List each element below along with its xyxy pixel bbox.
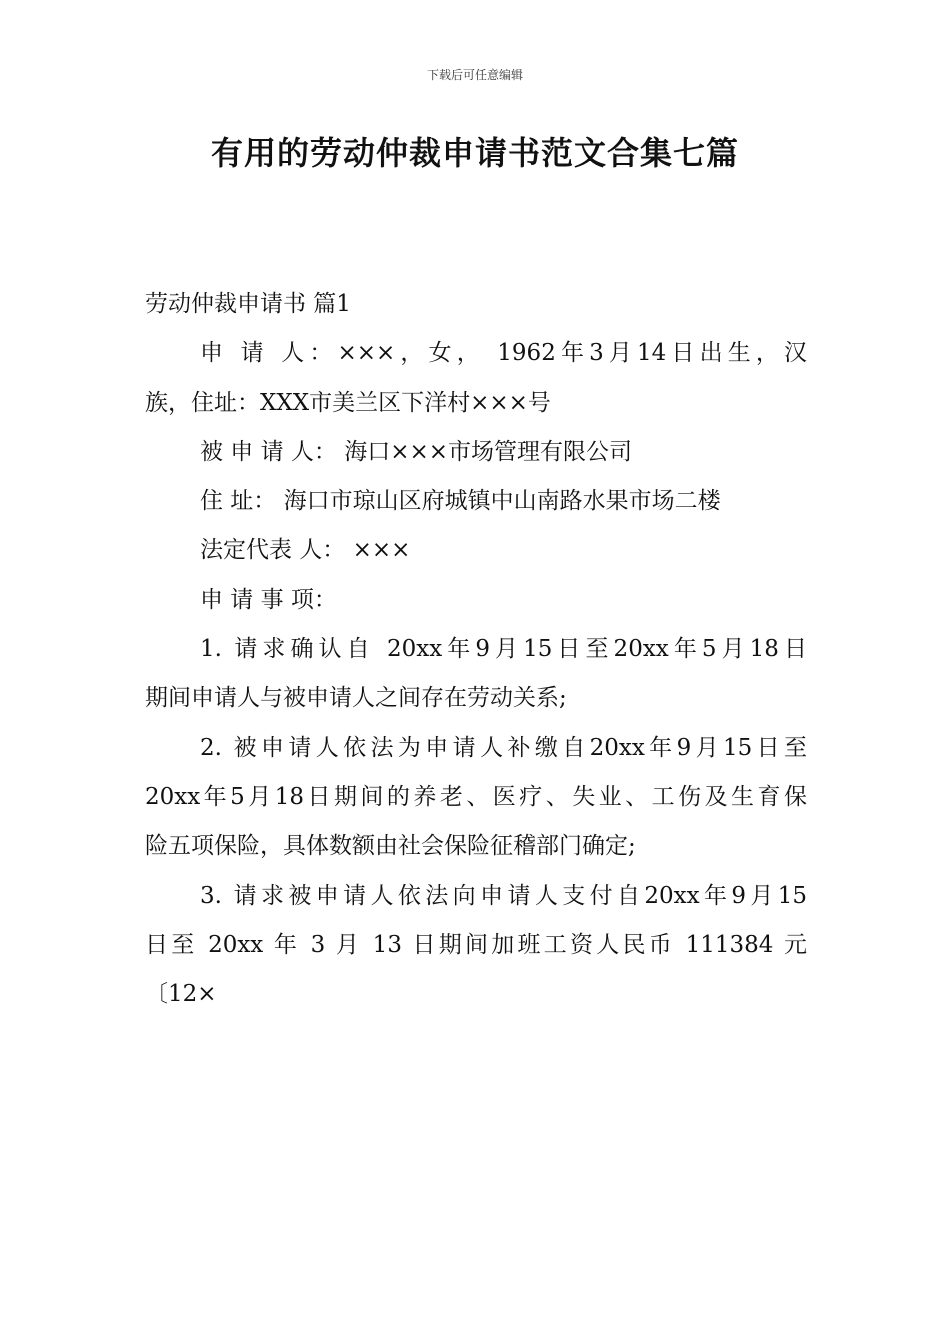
paragraph-line: 20xx年5月18日期间的养老、医疗、失业、工伤及生育保 [145, 783, 807, 810]
paragraph-line: 日至 20xx 年 3 月 13 日期间加班工资人民币 111384 元 [145, 931, 807, 958]
paragraph-line: 法定代表 人： ××× [200, 537, 411, 564]
paragraph-line: 住 址： 海口市琼山区府城镇中山南路水果市场二楼 [200, 488, 721, 515]
section-heading: 劳动仲裁申请书 篇1 [145, 291, 351, 317]
page-title: 有用的劳动仲裁申请书范文合集七篇 [210, 134, 739, 172]
paragraph-line: 族，住址：XXX市美兰区下洋村×××号 [145, 389, 551, 416]
paragraph-line: 申 请 事 项： [200, 586, 337, 613]
paragraph-line: 期间申请人与被申请人之间存在劳动关系; [145, 685, 567, 712]
paragraph-line: 险五项保险，具体数额由社会保险征稽部门确定; [145, 833, 636, 860]
header-note: 下载后可任意编辑 [426, 68, 523, 82]
paragraph-line: 1. 请求确认自 20xx年9月15日至20xx年5月18日 [200, 636, 807, 663]
paragraph-line: 〔12× [145, 981, 217, 1008]
paragraph-line: 申 请 人：×××，女， 1962年3月14日出生，汉 [200, 340, 807, 367]
paragraph-line: 被 申 请 人： 海口×××市场管理有限公司 [200, 438, 633, 465]
paragraph-line: 2. 被申请人依法为申请人补缴自20xx年9月15日至 [200, 734, 807, 761]
paragraph-line: 3. 请求被申请人依法向申请人支付自20xx年9月15 [200, 882, 807, 909]
document-body [145, 280, 807, 1019]
